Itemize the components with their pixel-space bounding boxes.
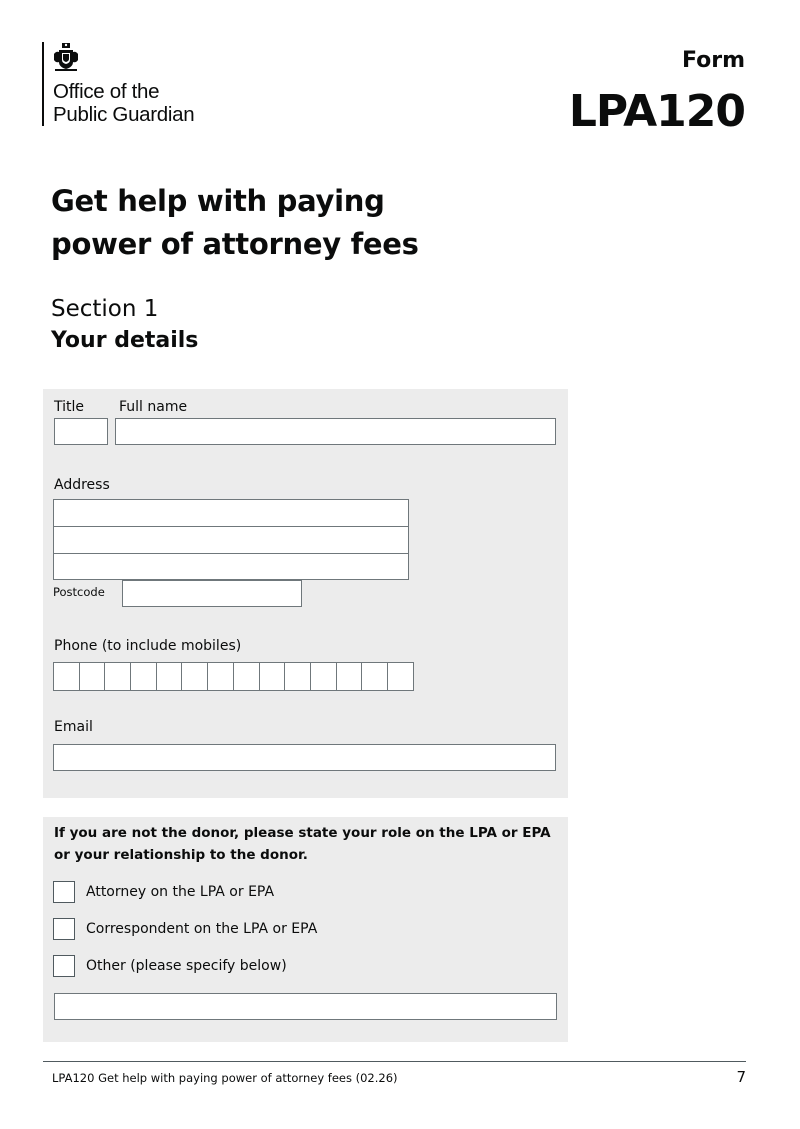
address-line1-field[interactable]: [53, 499, 409, 527]
page-title: [51, 180, 471, 266]
option-correspondent-label: Correspondent on the LPA or EPA: [86, 921, 318, 937]
correspondent-checkbox[interactable]: [53, 918, 75, 940]
other-specify-field[interactable]: [54, 993, 557, 1020]
phone-digit-box[interactable]: [104, 662, 131, 691]
phone-digit-box[interactable]: [336, 662, 363, 691]
attorney-checkbox[interactable]: [53, 881, 75, 903]
phone-digit-box[interactable]: [130, 662, 157, 691]
phone-digit-box[interactable]: [233, 662, 260, 691]
page-number: 7: [736, 1068, 746, 1086]
opg-logo: [42, 42, 194, 126]
org-name-line1: Office of the: [53, 80, 160, 103]
postcode-label: Postcode: [53, 585, 105, 599]
title-label: Title: [54, 399, 85, 415]
phone-digit-box[interactable]: [310, 662, 337, 691]
form-code: LPA120: [568, 86, 745, 137]
page-title-line1: Get help with paying: [51, 184, 385, 218]
option-attorney[interactable]: [53, 881, 274, 903]
address-label: Address: [54, 477, 110, 493]
address-line2-field[interactable]: [53, 526, 409, 554]
phone-digit-box[interactable]: [53, 662, 80, 691]
phone-digit-box[interactable]: [207, 662, 234, 691]
option-attorney-label: Attorney on the LPA or EPA: [86, 884, 275, 900]
email-label: Email: [54, 719, 93, 735]
relationship-question: If you are not the donor, please state your role on the LPA or EPA or your relationship to the donor.: [54, 825, 551, 863]
phone-digit-boxes: [53, 662, 414, 691]
postcode-field[interactable]: [122, 580, 302, 607]
section-number: Section 1: [51, 296, 159, 322]
phone-digit-box[interactable]: [361, 662, 388, 691]
title-field[interactable]: [54, 418, 108, 445]
phone-digit-box[interactable]: [156, 662, 183, 691]
phone-digit-box[interactable]: [259, 662, 286, 691]
phone-digit-box[interactable]: [181, 662, 208, 691]
phone-label: Phone (to include mobiles): [54, 638, 242, 654]
footer-text: LPA120 Get help with paying power of attorney fees (02.26): [52, 1071, 398, 1085]
email-field[interactable]: [53, 744, 556, 771]
phone-digit-box[interactable]: [387, 662, 414, 691]
section-title: Your details: [51, 328, 199, 353]
option-other-label: Other (please specify below): [86, 958, 287, 974]
phone-digit-box[interactable]: [79, 662, 106, 691]
org-name-line2: Public Guardian: [53, 103, 195, 126]
org-name: [53, 80, 194, 126]
form-label: Form: [681, 48, 745, 73]
page-title-line2: power of attorney fees: [51, 227, 419, 261]
address-line3-field[interactable]: [53, 553, 409, 580]
your-details-panel: [43, 389, 568, 798]
phone-digit-box[interactable]: [284, 662, 311, 691]
fullname-label: Full name: [119, 399, 188, 415]
footer-divider: [43, 1061, 746, 1062]
option-other[interactable]: [53, 955, 287, 977]
fullname-field[interactable]: [115, 418, 556, 445]
option-correspondent[interactable]: [53, 918, 317, 940]
royal-crest-icon: [53, 42, 79, 72]
other-checkbox[interactable]: [53, 955, 75, 977]
donor-relationship-panel: [43, 817, 568, 1042]
